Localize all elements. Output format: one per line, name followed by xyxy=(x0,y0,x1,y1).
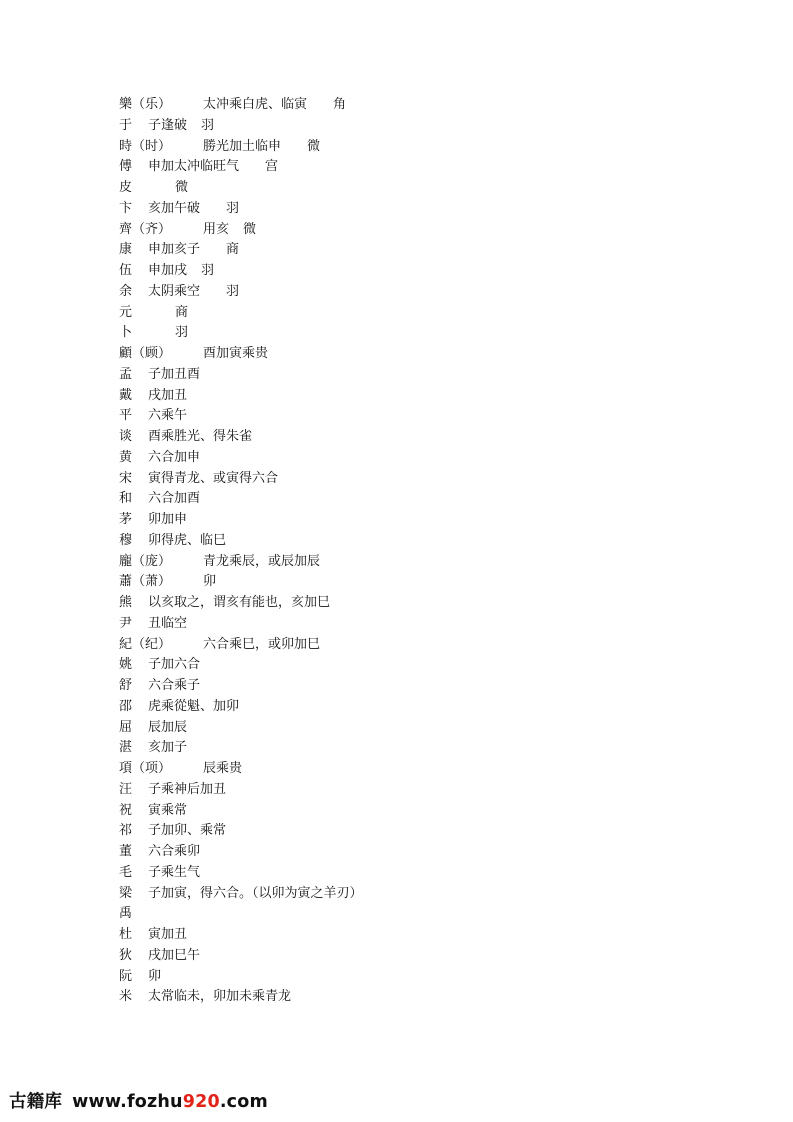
tone-note: 羽 xyxy=(226,200,240,216)
divination-rule: 辰乘贵 xyxy=(203,761,243,776)
surname-line xyxy=(0,759,793,780)
surname: 姚 xyxy=(119,657,133,673)
surname-line xyxy=(0,967,793,988)
divination-rule: 申加戌 xyxy=(148,263,188,278)
surname-line xyxy=(0,178,793,199)
surname-line xyxy=(0,593,793,614)
surname-line xyxy=(0,780,793,801)
surname-line xyxy=(0,303,793,324)
divination-rule: 太冲乘白虎、临寅 xyxy=(203,97,308,112)
divination-rule: 戌加巳午 xyxy=(148,947,201,963)
divination-rule: 六合乘卯 xyxy=(148,844,201,859)
surname: 谈 xyxy=(119,429,133,444)
site-footer xyxy=(9,1088,268,1113)
surname: 余 xyxy=(119,283,133,299)
divination-rule: 用亥 xyxy=(203,221,230,237)
surname: 元 xyxy=(119,304,133,320)
surname-line xyxy=(0,738,793,759)
surname: 茅 xyxy=(119,512,133,527)
surname: 毛 xyxy=(119,864,133,880)
surname-line xyxy=(0,344,793,365)
surname: 時（时） xyxy=(119,138,172,154)
surname: 邵 xyxy=(119,698,133,714)
tone-note: 商 xyxy=(175,304,189,320)
divination-rule: 寅得青龙、或寅得六合 xyxy=(148,470,279,486)
surname: 汪 xyxy=(119,781,133,797)
divination-rule: 戌加丑 xyxy=(148,387,188,403)
surname: 齊（齐） xyxy=(119,221,172,237)
tone-note: 羽 xyxy=(226,283,240,299)
surname: 傅 xyxy=(119,159,133,175)
divination-rule: 卯加申 xyxy=(148,512,188,527)
surname: 祝 xyxy=(119,802,133,818)
surname-line xyxy=(0,282,793,303)
tone-note: 羽 xyxy=(201,263,215,278)
divination-rule: 六合乘巳，或卯加巳 xyxy=(203,636,321,652)
surname: 戴 xyxy=(119,387,133,403)
divination-rule: 六乘午 xyxy=(148,408,188,424)
tone-note: 羽 xyxy=(175,325,189,341)
surname: 康 xyxy=(119,242,133,258)
divination-rule: 丑临空 xyxy=(148,615,188,631)
surname-line xyxy=(0,531,793,552)
surname-line xyxy=(0,157,793,178)
surname: 屈 xyxy=(119,719,133,735)
divination-rule: 酉乘胜光、得朱雀 xyxy=(148,429,253,444)
surname-line xyxy=(0,448,793,469)
surname-line xyxy=(0,697,793,718)
surname-line xyxy=(0,323,793,344)
divination-rule: 子加六合 xyxy=(148,657,201,673)
surname-line xyxy=(0,842,793,863)
surname: 祁 xyxy=(119,823,133,839)
footer-brand: 古籍库 xyxy=(9,1092,63,1112)
divination-rule: 太阴乘空 xyxy=(148,283,201,299)
surname: 紀（纪） xyxy=(119,636,172,652)
surname-line xyxy=(0,406,793,427)
surname: 湛 xyxy=(119,740,133,756)
surname: 尹 xyxy=(119,615,133,631)
surname: 于 xyxy=(119,117,133,133)
surname: 孟 xyxy=(119,366,133,382)
footer-url-prefix: www.fozhu xyxy=(72,1092,183,1112)
surname: 樂（乐） xyxy=(119,97,172,112)
surname-line xyxy=(0,572,793,593)
divination-rule: 子乘神后加丑 xyxy=(148,781,227,797)
footer-url-number: 920 xyxy=(182,1092,220,1112)
surname: 卞 xyxy=(119,200,133,216)
divination-rule: 六合加申 xyxy=(148,449,201,465)
surname-line xyxy=(0,904,793,925)
surname: 穆 xyxy=(119,532,133,548)
surname-line xyxy=(0,614,793,635)
divination-rule: 以亥取之，谓亥有能也，亥加巳 xyxy=(148,595,331,610)
surname-line xyxy=(0,489,793,510)
surname-line xyxy=(0,116,793,137)
surname-line xyxy=(0,95,793,116)
surname-line xyxy=(0,884,793,905)
surname-line xyxy=(0,863,793,884)
surname: 舒 xyxy=(119,678,133,693)
surname-line xyxy=(0,386,793,407)
divination-rule: 卯 xyxy=(148,968,162,984)
tone-note: 商 xyxy=(226,242,240,258)
tone-note: 宫 xyxy=(265,159,279,175)
divination-rule: 太常临未，卯加未乘青龙 xyxy=(148,989,292,1005)
divination-rule: 子乘生气 xyxy=(148,864,201,880)
surname-line xyxy=(0,801,793,822)
surname-line xyxy=(0,240,793,261)
tone-note: 角 xyxy=(333,97,347,112)
divination-rule: 六合乘子 xyxy=(148,678,201,693)
surname: 黄 xyxy=(119,449,133,465)
document-body xyxy=(0,95,793,1008)
surname-line xyxy=(0,469,793,490)
surname-line xyxy=(0,925,793,946)
surname: 伍 xyxy=(119,263,133,278)
tone-note: 羽 xyxy=(201,117,215,133)
divination-rule: 寅乘常 xyxy=(148,802,188,818)
divination-rule: 申加太冲临旺气 xyxy=(148,159,240,175)
surname: 董 xyxy=(119,844,133,859)
divination-rule: 子加丑酉 xyxy=(148,366,201,382)
divination-rule: 六合加酉 xyxy=(148,491,201,507)
divination-rule: 勝光加土临申 xyxy=(203,138,282,154)
surname: 和 xyxy=(119,491,133,507)
surname: 顧（顾） xyxy=(119,346,172,361)
surname: 狄 xyxy=(119,947,133,963)
divination-rule: 亥加午破 xyxy=(148,200,201,216)
surname-line xyxy=(0,199,793,220)
surname: 米 xyxy=(119,989,133,1005)
surname-line xyxy=(0,655,793,676)
surname-line xyxy=(0,510,793,531)
surname: 杜 xyxy=(119,927,133,942)
surname: 阮 xyxy=(119,968,133,984)
surname: 項（项） xyxy=(119,761,172,776)
footer-url-suffix: .com xyxy=(219,1092,268,1112)
surname-line xyxy=(0,821,793,842)
surname-line xyxy=(0,718,793,739)
surname-line xyxy=(0,261,793,282)
surname: 梁 xyxy=(119,885,133,901)
divination-rule: 辰加辰 xyxy=(148,719,188,735)
surname: 禹 xyxy=(119,906,133,922)
surname: 皮 xyxy=(119,180,133,195)
surname: 蕭（萧） xyxy=(119,574,172,590)
surname-line xyxy=(0,365,793,386)
divination-rule: 虎乘從魁、加卯 xyxy=(148,698,240,714)
divination-rule: 亥加子 xyxy=(148,740,188,756)
surname: 熊 xyxy=(119,595,133,610)
surname: 宋 xyxy=(119,470,133,486)
surname-line xyxy=(0,946,793,967)
surname: 龐（庞） xyxy=(119,553,172,569)
tone-note: 微 xyxy=(243,221,257,237)
surname-line xyxy=(0,987,793,1008)
divination-rule: 子加卯、乘常 xyxy=(148,823,227,839)
divination-rule: 酉加寅乘贵 xyxy=(203,346,269,361)
divination-rule: 寅加丑 xyxy=(148,927,188,942)
surname: 平 xyxy=(119,408,133,424)
divination-rule: 卯 xyxy=(203,574,217,590)
divination-rule: 卯得虎、临巳 xyxy=(148,532,227,548)
surname-line xyxy=(0,427,793,448)
tone-note: 微 xyxy=(175,180,189,195)
divination-rule: 子加寅，得六合。（以卯为寅之羊刃） xyxy=(148,885,363,901)
surname-line xyxy=(0,676,793,697)
surname-line xyxy=(0,552,793,573)
tone-note: 微 xyxy=(307,138,321,154)
divination-rule: 青龙乘辰，或辰加辰 xyxy=(203,553,321,569)
surname-line xyxy=(0,220,793,241)
divination-rule: 子逢破 xyxy=(148,117,188,133)
surname-line xyxy=(0,635,793,656)
surname-line xyxy=(0,137,793,158)
divination-rule: 申加亥子 xyxy=(148,242,201,258)
surname: 卜 xyxy=(119,325,133,341)
